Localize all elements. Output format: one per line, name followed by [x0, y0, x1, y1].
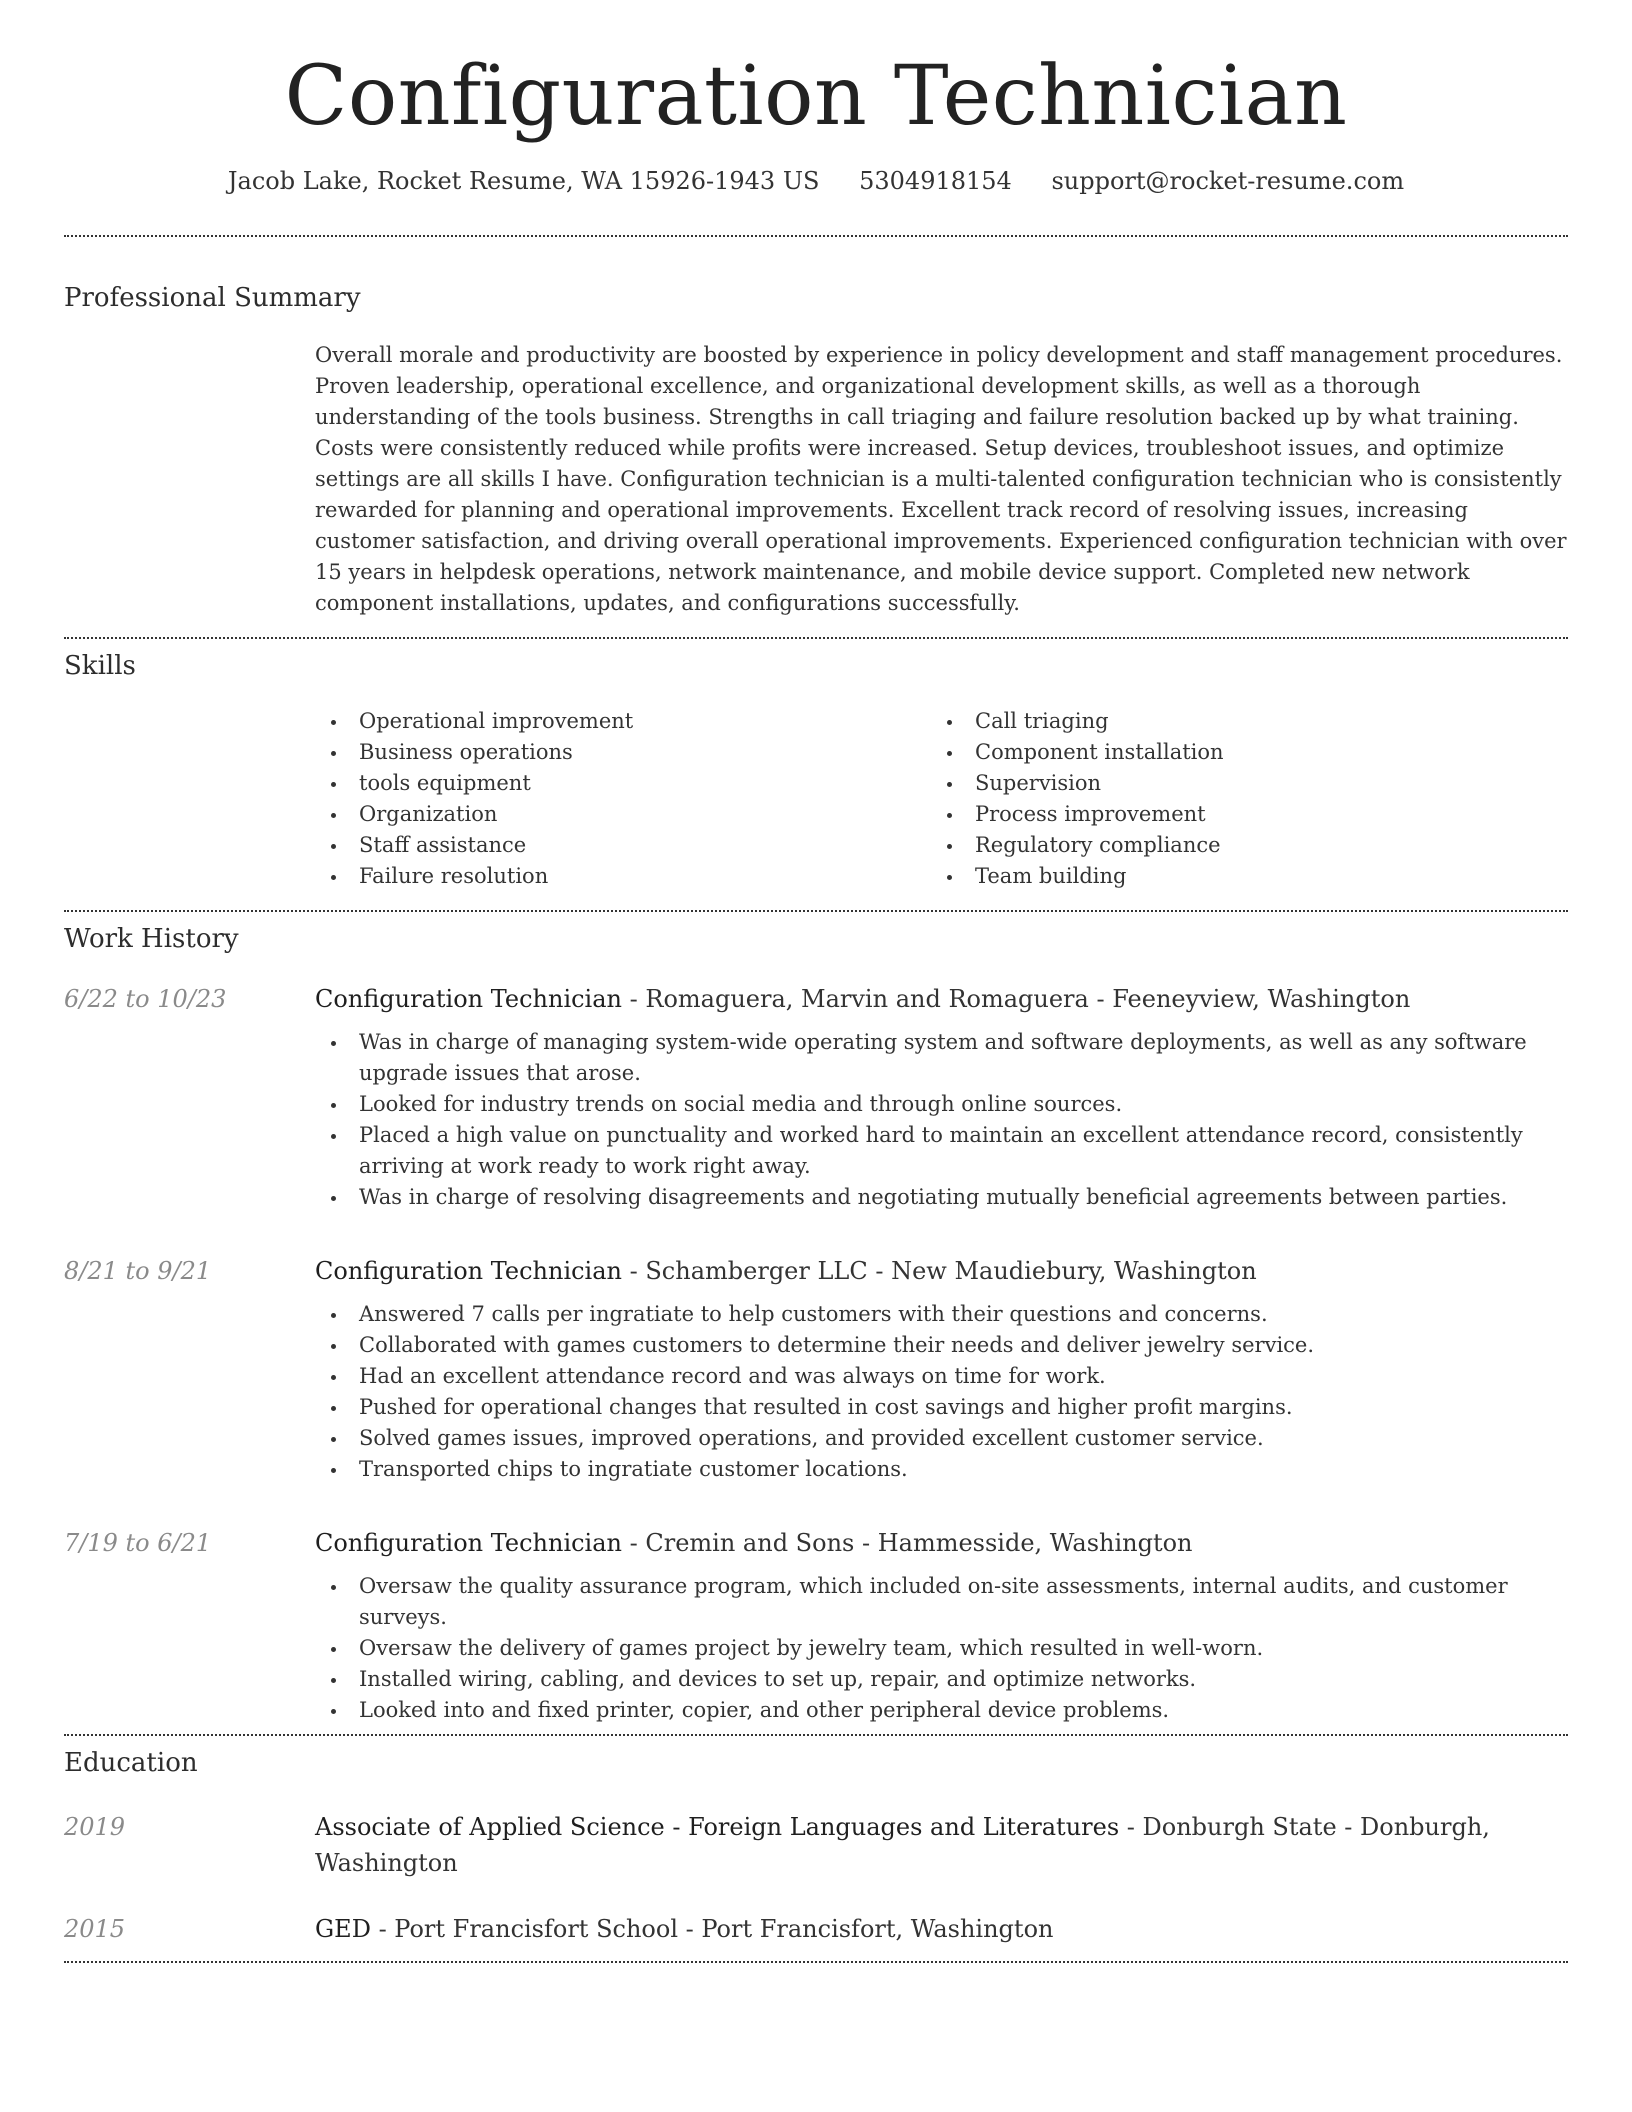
skill-item: Failure resolution	[315, 861, 931, 892]
job-dates: 7/19 to 6/21	[64, 1529, 212, 1558]
work-history-heading: Work History	[64, 923, 239, 954]
job-bullet: Had an excellent attendance record and was always on time for work.	[315, 1361, 1568, 1392]
job-role: Configuration Technician	[315, 1529, 622, 1558]
summary-heading: Professional Summary	[64, 283, 361, 314]
job-bullet: Oversaw the delivery of games project by jewelry team, which resulted in well-worn.	[315, 1633, 1568, 1664]
skill-item: Operational improvement	[315, 706, 931, 737]
job-bullet: Looked into and fixed printer, copier, and other peripheral device problems.	[315, 1695, 1568, 1726]
skill-item: Supervision	[931, 768, 1547, 799]
education-year: 2015	[64, 1915, 126, 1944]
education-details	[315, 1809, 1568, 1881]
education-degree: Associate of Applied Science - Foreign Languages and Literatures	[315, 1813, 1120, 1842]
job-bullet: Was in charge of resolving disagreements and negotiating mutually beneficial agreements between parties.	[315, 1182, 1568, 1213]
education-school: - Donburgh State - Donburgh, Washington	[315, 1813, 1490, 1878]
job-heading	[315, 981, 1568, 1017]
skills-column-right	[931, 706, 1547, 892]
resume-title: Configuration Technician	[284, 49, 1348, 144]
contact-phone: 5304918154	[859, 167, 1012, 196]
skills-heading: Skills	[64, 650, 136, 681]
skill-item: Business operations	[315, 737, 931, 768]
skill-item: Call triaging	[931, 706, 1547, 737]
job-employer: - Cremin and Sons - Hammesside, Washington	[622, 1529, 1193, 1558]
skills-column-left	[315, 706, 931, 892]
job-bullet: Solved games issues, improved operations, and provided excellent customer service.	[315, 1423, 1568, 1454]
skill-item: Team building	[931, 861, 1547, 892]
summary-text: Overall morale and productivity are boosted by experience in policy development and staff management procedures. Proven leadership, operational excellence, and organizational development skills, as well as a thorough understanding of the tools business. Strengths in call triaging and failure resolution backed up by what training. Costs were consistently reduced while profits were increased. Setup devices, troubleshoot issues, and optimize settings are all skills I have. Configuration technician is a multi-talented configuration technician who is consistently rewarded for planning and operational improvements. Excellent track record of resolving issues, increasing customer satisfaction, and driving overall operational improvements. Experienced configuration technician with over 15 years in helpdesk operations, network maintenance, and mobile device support. Completed new network component installations, updates, and configurations successfully.	[315, 342, 1567, 615]
job-role: Configuration Technician	[315, 1257, 622, 1286]
contact-email: support@rocket-resume.com	[1051, 167, 1405, 196]
job-bullets	[315, 1027, 1568, 1213]
job-dates: 6/22 to 10/23	[64, 985, 227, 1014]
education-entry	[64, 1809, 1568, 1881]
skill-item: Staff assistance	[315, 830, 931, 861]
job-bullet: Was in charge of managing system-wide operating system and software deployments, as well as any software upgrade issues that arose.	[315, 1027, 1568, 1089]
job-body	[315, 981, 1568, 1213]
skills-section	[64, 639, 1568, 910]
job-dates: 8/21 to 9/21	[64, 1257, 212, 1286]
job-bullets	[315, 1299, 1568, 1485]
job-bullet: Answered 7 calls per ingratiate to help customers with their questions and concerns.	[315, 1299, 1568, 1330]
summary-section	[64, 237, 1568, 636]
skill-item: tools equipment	[315, 768, 931, 799]
job-heading	[315, 1253, 1568, 1289]
job-role: Configuration Technician	[315, 985, 622, 1014]
skills-list	[315, 706, 1568, 910]
job-employer: - Romaguera, Marvin and Romaguera - Feeneyview, Washington	[622, 985, 1411, 1014]
job-bullet: Transported chips to ingratiate customer locations.	[315, 1454, 1568, 1485]
section-divider	[64, 1961, 1568, 1963]
education-entry	[64, 1911, 1568, 1947]
job-bullet: Collaborated with games customers to determine their needs and deliver jewelry service.	[315, 1330, 1568, 1361]
skill-item: Regulatory compliance	[931, 830, 1547, 861]
job-bullet: Placed a high value on punctuality and worked hard to maintain an excellent attendance record, consistently arriving at work ready to work right away.	[315, 1120, 1568, 1182]
job-bullet: Oversaw the quality assurance program, which included on-site assessments, internal audits, and customer surveys.	[315, 1571, 1568, 1633]
job-heading	[315, 1525, 1568, 1561]
contact-address: Jacob Lake, Rocket Resume, WA 15926-1943 US	[227, 167, 820, 196]
education-degree: GED	[315, 1915, 371, 1944]
job-employer: - Schamberger LLC - New Maudiebury, Washington	[622, 1257, 1257, 1286]
job-entry	[64, 1525, 1568, 1726]
education-year: 2019	[64, 1813, 126, 1842]
job-bullet: Pushed for operational changes that resulted in cost savings and higher profit margins.	[315, 1392, 1568, 1423]
skill-item: Organization	[315, 799, 931, 830]
job-bullets	[315, 1571, 1568, 1726]
contact-line	[64, 166, 1568, 197]
education-heading: Education	[64, 1748, 198, 1779]
work-history-section	[64, 912, 1568, 1734]
job-body	[315, 1525, 1568, 1726]
job-body	[315, 1253, 1568, 1485]
job-bullet: Looked for industry trends on social media and through online sources.	[315, 1089, 1568, 1120]
education-details	[315, 1911, 1568, 1947]
job-entry	[64, 1253, 1568, 1485]
skill-item: Component installation	[931, 737, 1547, 768]
skill-item: Process improvement	[931, 799, 1547, 830]
job-entry	[64, 981, 1568, 1213]
education-section	[64, 1736, 1568, 1961]
job-bullet: Installed wiring, cabling, and devices to set up, repair, and optimize networks.	[315, 1664, 1568, 1695]
resume-page	[64, 0, 1568, 1963]
education-school: - Port Francisfort School - Port Francisfort, Washington	[370, 1915, 1054, 1944]
